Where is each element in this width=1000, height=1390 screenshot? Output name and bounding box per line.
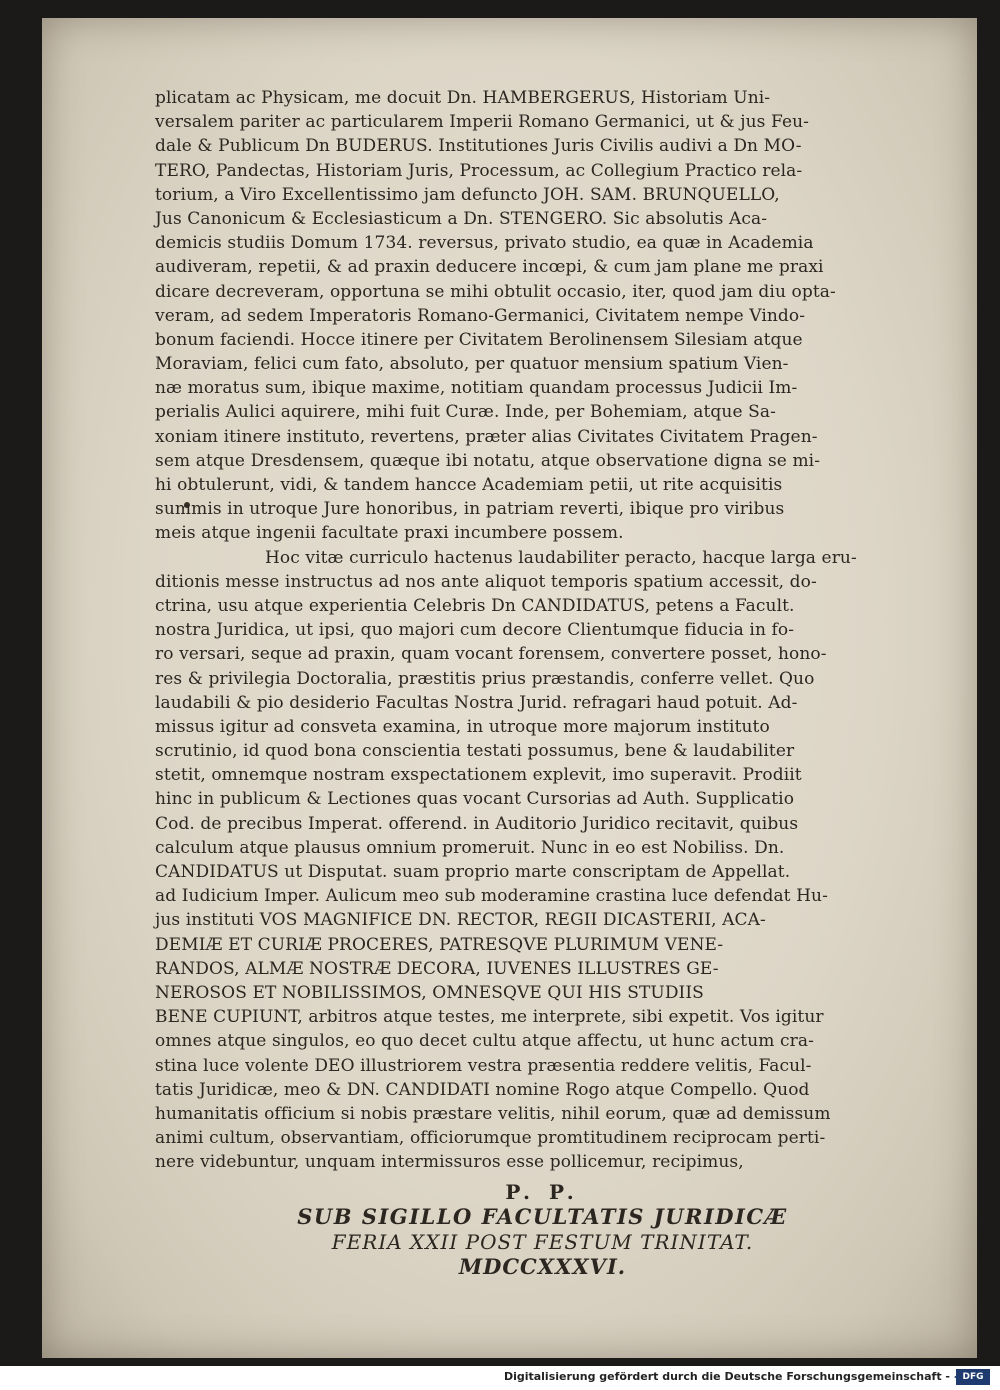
text-line: perialis Aulici aquirere, mihi fuit Curæ. Inde, per Bohemiam, atque Sa-: [155, 402, 776, 423]
text-line: nostra Juridica, ut ipsi, quo majori cum decore Clientumque fiducia in fo-: [155, 620, 795, 641]
text-line: ad Iudicium Imper. Aulicum meo sub moderamine crastina luce defendat Hu-: [155, 886, 828, 907]
text-line: BENE CUPIUNT, arbitros atque testes, me interprete, sibi expetit. Vos igitur: [155, 1007, 824, 1028]
text-line: DEMIÆ ET CURIÆ PROCERES, PATRESQVE PLURIMUM VENE-: [155, 934, 724, 955]
text-line: missus igitur ad consveta examina, in utroque more majorum instituto: [155, 716, 770, 737]
footer-credit: Digitalisierung gefördert durch die Deutsche Forschungsgemeinschaft -: [503, 1370, 950, 1383]
text-line: laudabili & pio desiderio Facultas Nostra Jurid. refragari haud potuit. Ad-: [155, 692, 798, 713]
text-line: scrutinio, id quod bona conscientia testati possumus, bene & laudabiliter: [155, 741, 795, 762]
text-line: Hoc vitæ curriculo hactenus laudabiliter peracto, hacque larga eru-: [265, 547, 857, 568]
text-line: TERO, Pandectas, Historiam Juris, Processum, ac Collegium Practico rela-: [155, 160, 803, 181]
text-line: Jus Canonicum & Ecclesiasticum a Dn. STENGERO. Sic absolutis Aca-: [155, 208, 768, 229]
text-line: dicare decreveram, opportuna se mihi obtulit occasio, iter, quod jam diu opta-: [155, 281, 836, 302]
seal-line-2: FERIA XXII POST FESTUM TRINITAT.: [331, 1230, 754, 1254]
text-line: hi obtulerunt, vidi, & tandem hancce Academiam petii, ut rite acquisitis: [155, 475, 783, 495]
text-line: omnes atque singulos, eo quo decet cultu atque affectu, ut hunc actum cra-: [155, 1031, 814, 1052]
text-line: RANDOS, ALMÆ NOSTRÆ DECORA, IUVENES ILLUSTRES GE-: [155, 958, 719, 979]
text-line: summis in utroque Jure honoribus, in patriam reverti, ibique pro viribus: [155, 499, 785, 520]
text-line: stina luce volente DEO illustriorem vestra præsentia reddere velitis, Facul-: [155, 1055, 812, 1076]
text-line: res & privilegia Doctoralia, præstitis prius præstandis, conferre vellet. Quo: [155, 668, 815, 689]
text-line: ditionis messe instructus ad nos ante aliquot temporis spatium accessit, do-: [155, 571, 817, 592]
text-line: torium, a Viro Excellentissimo jam defuncto JOH. SAM. BRUNQUELLO,: [155, 184, 780, 205]
body-text: [155, 86, 930, 1174]
text-line: dale & Publicum Dn BUDERUS. Institutiones Juris Civilis audivi a Dn MO-: [155, 136, 802, 157]
seal-line-1: SUB SIGILLO FACULTATIS JURIDICÆ: [297, 1204, 788, 1229]
dfg-logo: DFG: [956, 1369, 990, 1385]
text-line: CANDIDATUS ut Disputat. suam proprio marte conscriptam de Appellat.: [155, 862, 791, 882]
text-line: tatis Juridicæ, meo & DN. CANDIDATI nomine Rogo atque Compello. Quod: [155, 1079, 810, 1100]
paragraph-1: [155, 86, 930, 546]
text-line: demicis studiis Domum 1734. reversus, privato studio, ea quæ in Academia: [155, 233, 814, 254]
paragraph-2: [155, 546, 930, 1175]
text-line: hinc in publicum & Lectiones quas vocant Cursorias ad Auth. Supplicatio: [155, 789, 795, 810]
seal-line-3: MDCCXXXVI.: [458, 1254, 627, 1279]
text-line: Cod. de precibus Imperat. offerend. in Auditorio Juridico recitavit, quibus: [155, 813, 799, 834]
text-line: bonum faciendi. Hocce itinere per Civitatem Berolinensem Silesiam atque: [155, 329, 803, 350]
text-line: nere videbuntur, unquam intermissuros esse pollicemur, recipimus,: [155, 1152, 744, 1173]
text-line: ctrina, usu atque experientia Celebris Dn CANDIDATUS, petens a Facult.: [155, 595, 795, 616]
text-line: veram, ad sedem Imperatoris Romano-Germanici, Civitatem nempe Vindo-: [155, 305, 806, 326]
digitization-footer: [0, 1366, 1000, 1390]
text-line: plicatam ac Physicam, me docuit Dn. HAMBERGERUS, Historiam Uni-: [155, 88, 771, 108]
text-line: stetit, omnemque nostram exspectationem explevit, imo superavit. Prodiit: [155, 765, 802, 786]
text-line: humanitatis officium si nobis præstare velitis, nihil eorum, quæ ad demissum: [155, 1103, 831, 1124]
text-line: animi cultum, observantiam, officiorumque promtitudinem reciprocam perti-: [155, 1128, 826, 1149]
pp-abbreviation: P. P.: [505, 1180, 580, 1204]
text-line: sem atque Dresdensem, quæque ibi notatu, atque observatione digna se mi-: [155, 450, 821, 471]
text-line: calculum atque plausus omnium promeruit. Nunc in eo est Nobiliss. Dn.: [155, 837, 785, 858]
text-line: NEROSOS ET NOBILISSIMOS, OMNESQVE QUI HIS STUDIIS: [155, 982, 704, 1003]
text-line: audiveram, repetii, & ad praxin deducere incœpi, & cum jam plane me praxi: [155, 257, 824, 278]
text-line: meis atque ingenii facultate praxi incumbere possem.: [155, 523, 624, 544]
text-line: xoniam itinere instituto, revertens, præter alias Civitates Civitatem Pragen-: [155, 426, 818, 447]
text-line: versalem pariter ac particularem Imperii Romano Germanici, ut & jus Feu-: [155, 112, 810, 133]
text-line: jus instituti VOS MAGNIFICE DN. RECTOR, REGII DICASTERII, ACA-: [155, 910, 766, 931]
text-line: ro versari, seque ad praxin, quam vocant forensem, convertere posset, hono-: [155, 644, 827, 665]
text-line: Moraviam, felici cum fato, absoluto, per quatuor mensium spatium Vien-: [155, 354, 789, 375]
text-line: næ moratus sum, ibique maxime, notitiam quandam processus Judicii Im-: [155, 378, 798, 399]
closing-block: [155, 1180, 930, 1280]
